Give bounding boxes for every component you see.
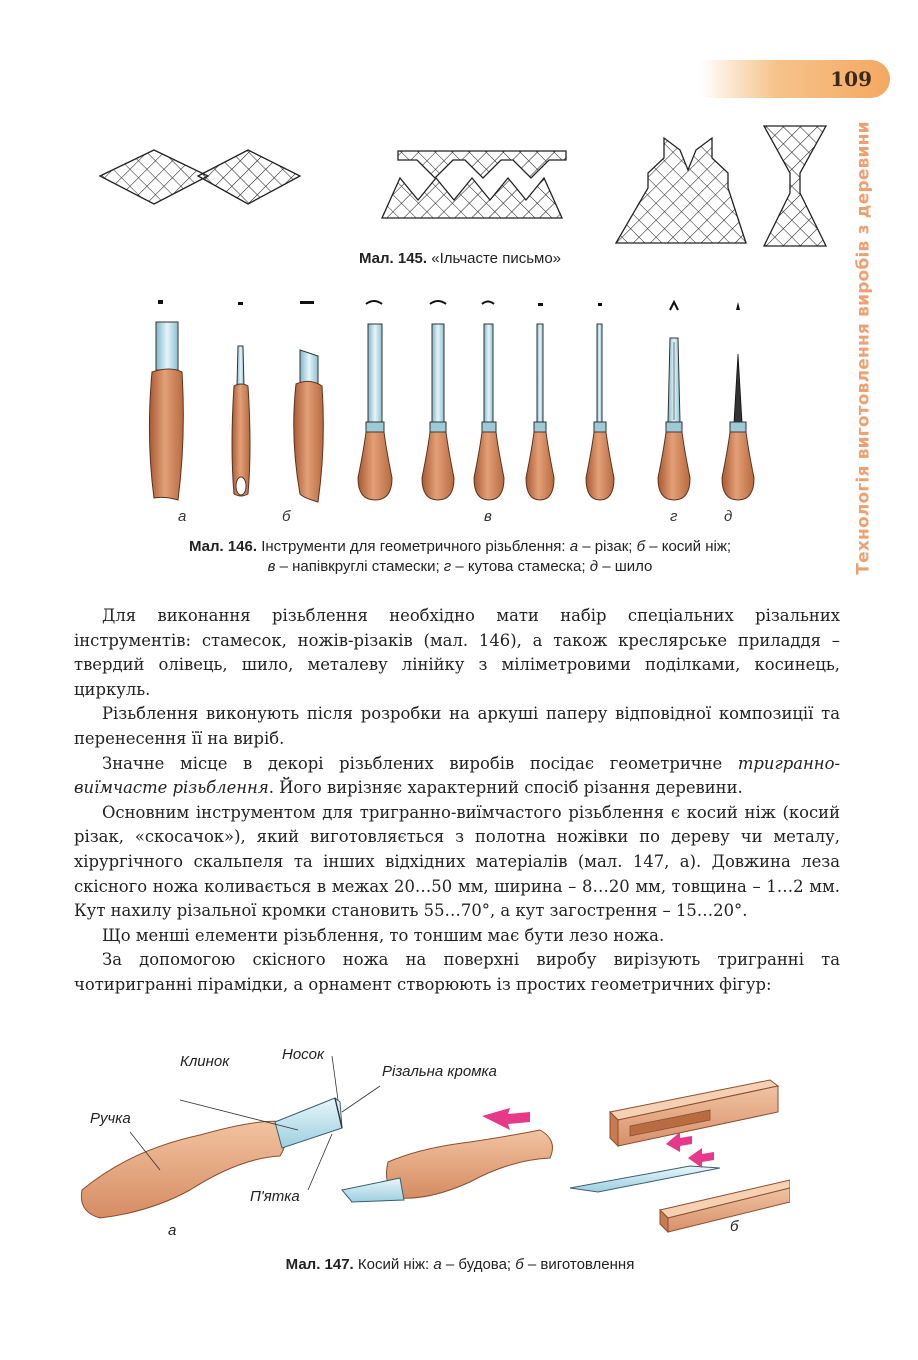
figure-145-caption	[300, 250, 620, 267]
tool-shylo	[722, 302, 754, 500]
paragraph-4: Основним інструментом для тригранно-виїмчастого різьблення є косий ніж (косий різак, «скосачок»), який виготовляється з полотна ножівки по дереву чи металу, хірургічного скальпеля та інших відхідних матеріалів (мал. 147, а). Довжина леза скісного ножа коливається в межах 20…50 мм, ширина – 8…20 мм, товщина – 1…2 мм. Кут нахилу різальної кромки становить 55…70°, а кут загострення – 15…20°.	[74, 802, 840, 921]
tool-kosyi-nizh	[232, 302, 250, 496]
tool-stameska-5	[586, 303, 614, 500]
paragraph-6: За допомогою скісного ножа на поверхні виробу вирізують тригранні та чотиригранні пірамідки, а орнамент створюють із простих геометричних фігур:	[74, 950, 840, 994]
knife-side-view	[342, 1108, 552, 1202]
tool-letter-a: а	[178, 508, 187, 525]
label-klynok: Клинок	[180, 1053, 230, 1070]
tool-stameska-4	[526, 303, 554, 500]
figure-145-number: Мал. 145.	[358, 250, 428, 267]
body-text	[74, 604, 840, 998]
paragraph-1: Для виконання різьблення необхідно мати набір спеціальних різальних інструментів: стамесок, ножів-різаків (мал. 146), а також креслярське приладдя – твердий олівець, шило, металеву лінійку з міліметровими поділками, косинець, циркуль.	[74, 606, 840, 699]
ornament-hourglass	[764, 126, 826, 246]
figure-145-title: «Ільчасте письмо»	[431, 250, 562, 267]
paragraph-5: Що менші елементи різьблення, то тоншим має бути лезо ножа.	[102, 925, 665, 945]
tool-letter-v: в	[484, 508, 492, 525]
section-title-vertical	[846, 118, 882, 578]
figure-146-tools	[140, 298, 760, 504]
tool-kosyi-nizh-wide	[294, 301, 324, 502]
tool-rizak	[149, 300, 183, 500]
label-b: б	[730, 1218, 739, 1235]
ornament-triangle-band-lower	[382, 178, 562, 218]
tool-letter-b: б	[282, 508, 291, 525]
ornament-rhombus-left	[100, 150, 208, 204]
label-piatka: П'ятка	[250, 1188, 300, 1205]
arrow-left	[482, 1108, 530, 1130]
figure-146-caption: Мал. 146. Інструменти для геометричного різьблення: а – різак; б – косий ніж; в – напівкруглі стамески; г – кутова стамеска; д – шило	[188, 538, 732, 575]
plank-blank-making	[570, 1080, 790, 1232]
tool-stameska-2	[422, 301, 454, 500]
tool-letter-d: д	[724, 508, 733, 525]
term-trygranno: тригранно-виїмчасте різьблення	[74, 753, 840, 798]
page-number-tab	[700, 60, 890, 98]
figure-146-number: Мал. 146.	[188, 538, 258, 555]
figure-145-ornaments	[96, 118, 836, 253]
figure-147-number: Мал. 147.	[285, 1256, 354, 1273]
tool-kutova-stameska	[658, 302, 690, 500]
figure-147-caption: Мал. 147. Косий ніж: а – будова; б – виготовлення	[285, 1256, 635, 1273]
ornament-rhombus-right	[198, 150, 300, 204]
tool-stameska-1	[358, 301, 392, 500]
label-rizalna-kromka: Різальна кромка	[382, 1063, 497, 1080]
label-a: а	[168, 1222, 177, 1239]
paragraph-3: Значне місце в декорі різьблених виробів посідає геометричне тригранно-виїмчасте різьблення. Його вирізняє характерний спосіб різання деревини.	[74, 753, 840, 798]
label-ruchka: Ручка	[90, 1110, 131, 1127]
paragraph-2: Різьблення виконують після розробки на аркуші паперу відповідної композиції та перенесення її на виріб.	[74, 704, 840, 748]
section-title-text: Технологія виготовлення виробів з деревини	[854, 121, 875, 575]
label-nosok: Носок	[282, 1046, 325, 1063]
arrow-right-lower	[688, 1148, 714, 1168]
tool-letter-g: г	[670, 508, 678, 525]
knife-structure	[81, 1056, 380, 1218]
ornament-w-shape	[616, 138, 746, 243]
page-number: 109	[830, 67, 872, 91]
tool-stameska-3	[474, 302, 504, 501]
ornament-triangle-band	[398, 151, 566, 178]
